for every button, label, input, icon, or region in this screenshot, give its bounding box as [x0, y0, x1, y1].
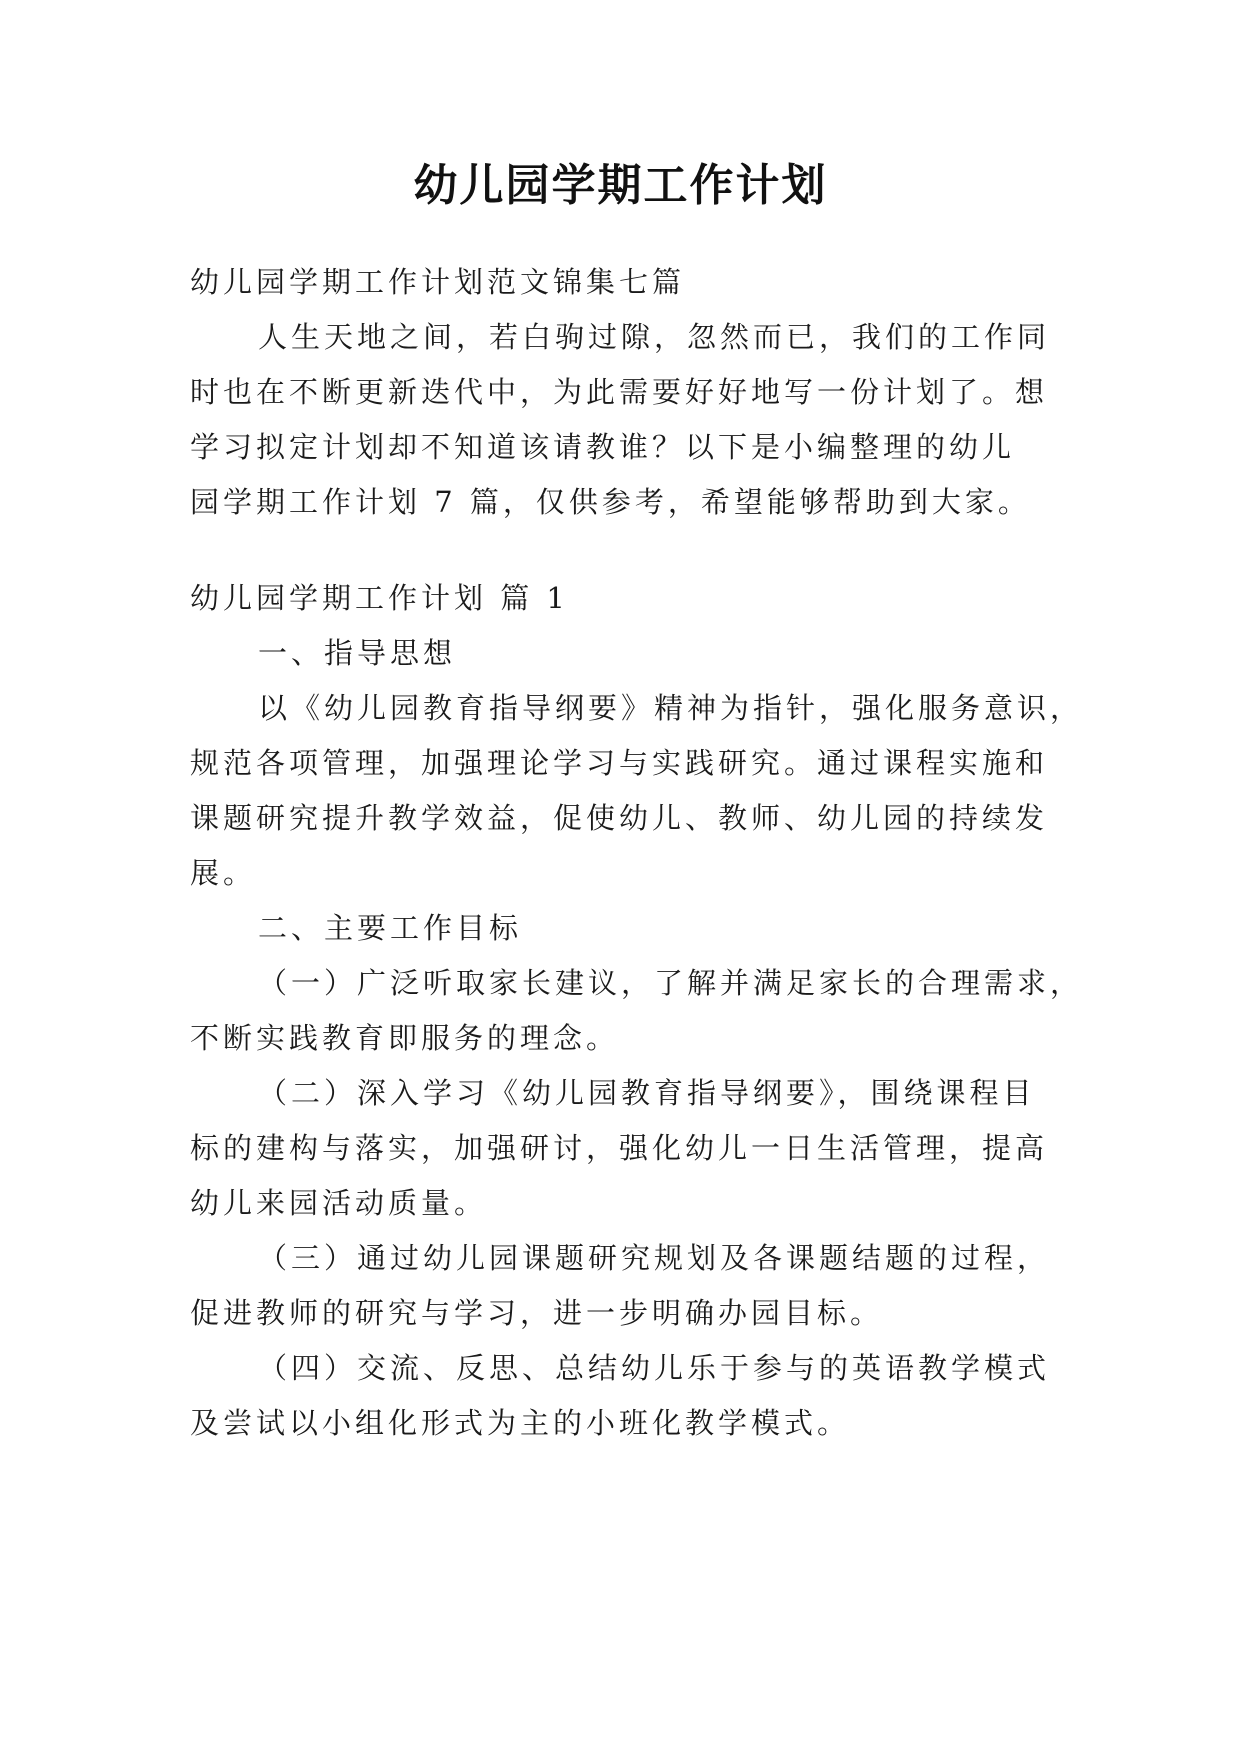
- goal-line: 及尝试以小组化形式为主的小班化教学模式。: [190, 1406, 851, 1440]
- paragraph-line: 课题研究提升教学效益，促使幼儿、教师、幼儿园的持续发: [190, 801, 1049, 835]
- intro-line: 时也在不断更新迭代中，为此需要好好地写一份计划了。想: [190, 375, 1049, 409]
- heading-main-goals: 二、主要工作目标: [258, 911, 523, 945]
- heading-guiding-thought: 一、指导思想: [258, 636, 457, 670]
- goal-line: 标的建构与落实，加强研讨，强化幼儿一日生活管理，提高: [190, 1131, 1049, 1165]
- goal-line: 不断实践教育即服务的理念。: [190, 1021, 620, 1055]
- goal-line: （三）通过幼儿园课题研究规划及各课题结题的过程，: [258, 1241, 1051, 1275]
- goal-line: （一）广泛听取家长建议，了解并满足家长的合理需求，: [258, 966, 1084, 1000]
- goal-line: （四）交流、反思、总结幼儿乐于参与的英语教学模式: [258, 1351, 1051, 1385]
- intro-line: 园学期工作计划 7 篇，仅供参考，希望能够帮助到大家。: [190, 485, 1031, 519]
- goal-line: （二）深入学习《幼儿园教育指导纲要》，围绕课程目: [258, 1076, 1036, 1110]
- goal-line: 幼儿来园活动质量。: [190, 1186, 488, 1220]
- section-heading: 幼儿园学期工作计划 篇 1: [190, 581, 569, 615]
- paragraph-line: 规范各项管理，加强理论学习与实践研究。通过课程实施和: [190, 746, 1049, 780]
- paragraph-line: 展。: [190, 856, 257, 890]
- intro-line: 学习拟定计划却不知道该请教谁？以下是小编整理的幼儿: [190, 430, 1016, 464]
- document-subtitle: 幼儿园学期工作计划范文锦集七篇: [190, 265, 686, 299]
- intro-line: 人生天地之间，若白驹过隙，忽然而已，我们的工作同: [258, 320, 1051, 354]
- document-title: 幼儿园学期工作计划: [413, 160, 828, 211]
- paragraph-line: 以《幼儿园教育指导纲要》精神为指针，强化服务意识，: [258, 691, 1084, 725]
- goal-line: 促进教师的研究与学习，进一步明确办园目标。: [190, 1296, 884, 1330]
